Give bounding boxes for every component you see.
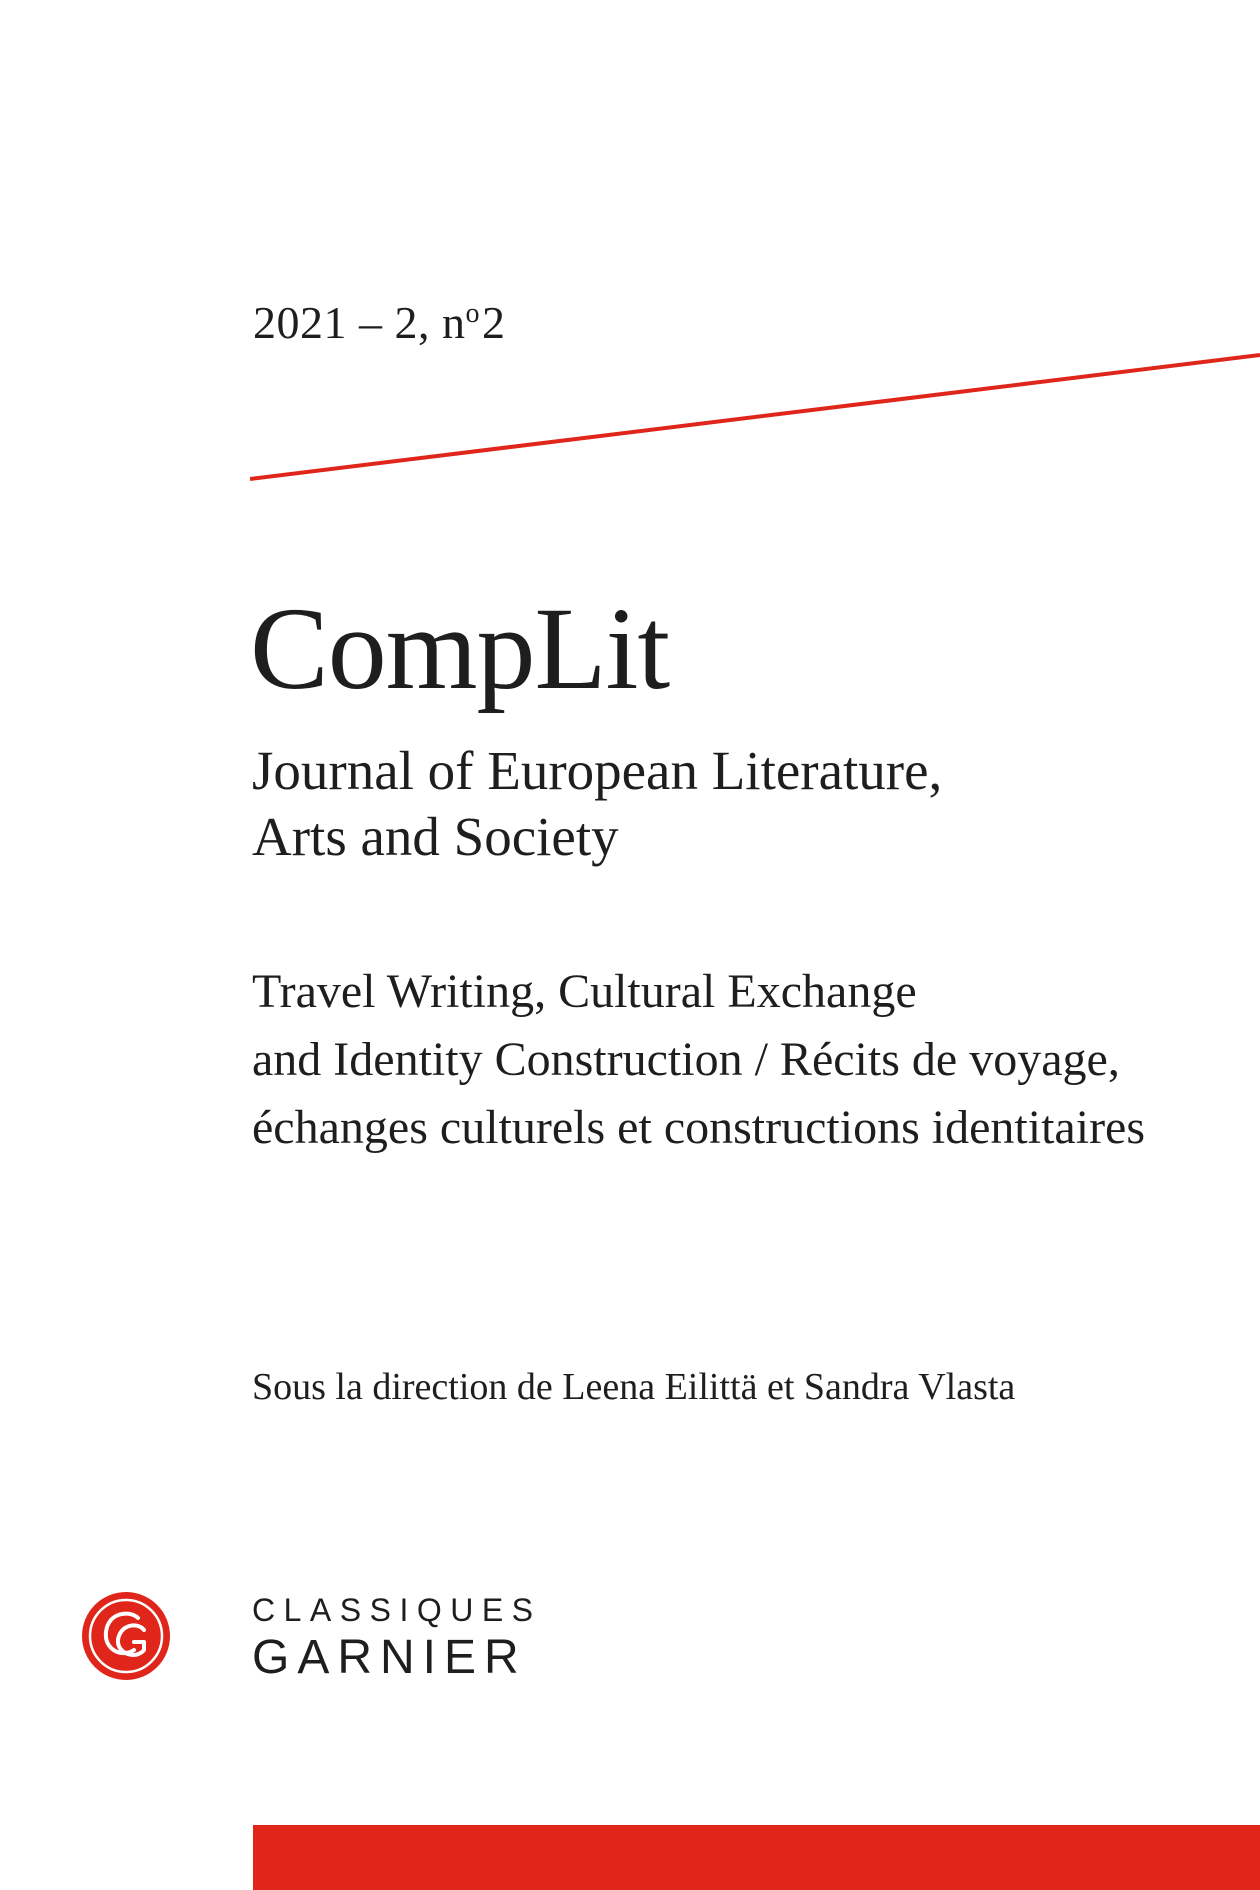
issue-number-value: 2 xyxy=(482,297,506,348)
journal-subtitle-line: Journal of European Literature, xyxy=(252,740,943,801)
editors-credit: Sous la direction de Leena Eilittä et Sandra Vlasta xyxy=(252,1366,1016,1408)
journal-subtitle-line: Arts and Society xyxy=(252,806,619,867)
journal-subtitle xyxy=(252,738,942,870)
issue-label: 2021 – 2, n xyxy=(253,297,466,348)
journal-title: CompLit xyxy=(250,583,670,714)
issue-theme-line: échanges culturels et constructions identitaires xyxy=(252,1101,1146,1154)
issue-theme xyxy=(252,958,1145,1162)
classiques-garnier-logo-icon xyxy=(80,1590,172,1682)
publisher-name-line1: CLASSIQUES xyxy=(252,1592,542,1628)
publisher-block xyxy=(80,1590,680,1700)
issue-theme-line: and Identity Construction / Récits de voyage, xyxy=(252,1033,1120,1086)
red-diagonal-rule xyxy=(250,350,1260,490)
issue-number xyxy=(253,297,506,348)
publisher-name-line2: GARNIER xyxy=(252,1631,527,1684)
red-bottom-bar xyxy=(253,1825,1260,1890)
issue-number-superscript: o xyxy=(465,298,480,329)
red-diagonal-line xyxy=(250,355,1260,479)
issue-theme-line: Travel Writing, Cultural Exchange xyxy=(252,965,917,1018)
